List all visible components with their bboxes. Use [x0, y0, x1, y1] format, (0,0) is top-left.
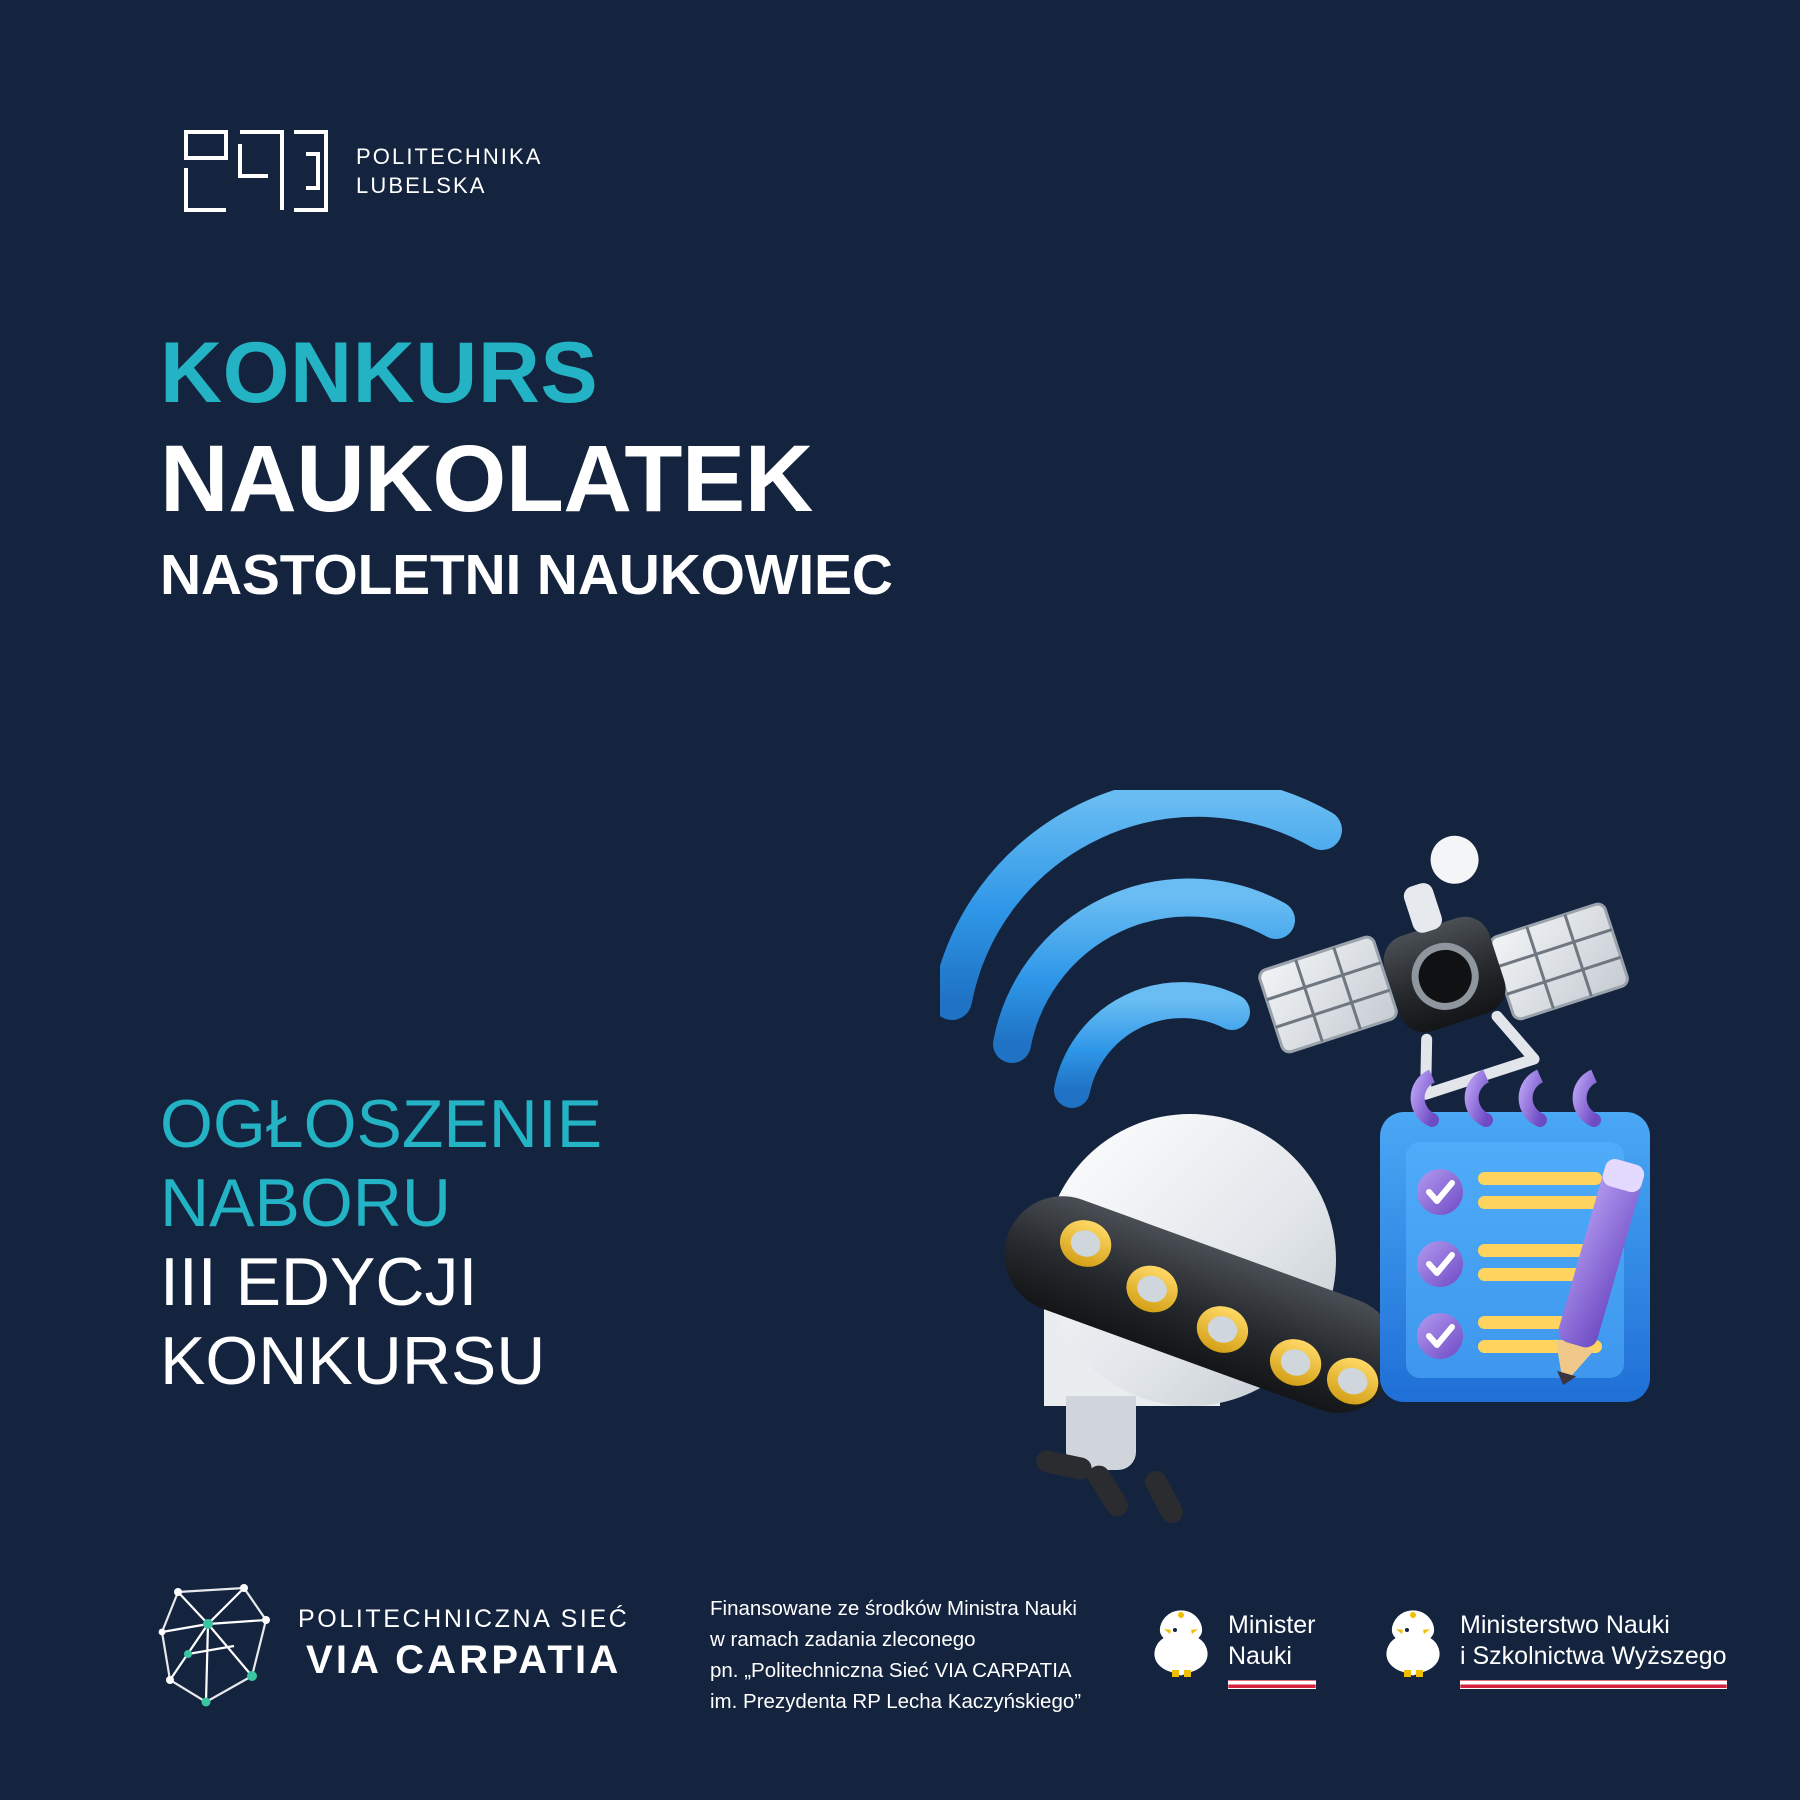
polish-flag-bar [1460, 1680, 1727, 1689]
secondary-block [160, 1085, 940, 1401]
headline-line-konkurs: KONKURS [160, 325, 599, 421]
ministry-logo-ministerstwo-nauki [1380, 1604, 1727, 1689]
politechnika-lubelska-mark-icon [182, 128, 330, 214]
wifi-signal-icon [952, 797, 1322, 1090]
university-logo-text [356, 142, 543, 200]
ministry-logo-minister-nauki [1148, 1604, 1316, 1689]
ministry-name-line1: Ministerstwo Nauki [1460, 1611, 1670, 1639]
ministry-name-line1: Minister [1228, 1611, 1316, 1639]
funding-note [710, 1593, 1090, 1718]
ministry-name-line2: Nauki [1228, 1641, 1292, 1670]
via-carpatia-logo-text [298, 1606, 629, 1682]
headline-block [160, 325, 1060, 608]
polish-flag-bar [1228, 1680, 1316, 1689]
ministry-name-line2: i Szkolnictwa Wyższego [1460, 1641, 1727, 1670]
ministry-name [1228, 1604, 1316, 1671]
illustration-group [940, 790, 1720, 1530]
headline-line-naukolatek: NAUKOLATEK [160, 426, 813, 532]
secondary-line-ogloszenie: OGŁOSZENIE [160, 1086, 603, 1162]
university-logo-line1: POLITECHNIKA [356, 143, 543, 169]
funding-note-line2: w ramach zadania zleconego [710, 1628, 976, 1652]
headline-line-subtitle: NASTOLETNI NAUKOWIEC [160, 543, 893, 608]
funding-note-line3: pn. „Politechniczna Sieć VIA CARPATIA [710, 1659, 1072, 1683]
checklist-notepad-icon [1380, 1076, 1650, 1402]
secondary-line-naboru: NABORU [160, 1164, 451, 1241]
funding-note-line4: im. Prezydenta RP Lecha Kaczyńskiego” [710, 1690, 1082, 1714]
ministry-name [1460, 1604, 1727, 1671]
satellite-dish-icon [988, 1114, 1413, 1527]
via-carpatia-network-mark-icon [148, 1580, 280, 1708]
secondary-line-konkursu: KONKURSU [160, 1322, 546, 1399]
via-carpatia-logo [148, 1580, 629, 1708]
footer [0, 1568, 1800, 1738]
polish-eagle-emblem-icon [1148, 1604, 1214, 1684]
secondary-line-edycji: III EDYCJI [160, 1243, 478, 1320]
via-carpatia-line1: POLITECHNICZNA SIEĆ [298, 1605, 630, 1634]
funding-note-line1: Finansowane ze środków Ministra Nauki [710, 1597, 1077, 1620]
university-logo-line2: LUBELSKA [356, 173, 487, 198]
via-carpatia-line2: VIA CARPATIA [305, 1637, 622, 1682]
university-logo [182, 128, 543, 214]
polish-eagle-emblem-icon [1380, 1604, 1446, 1684]
